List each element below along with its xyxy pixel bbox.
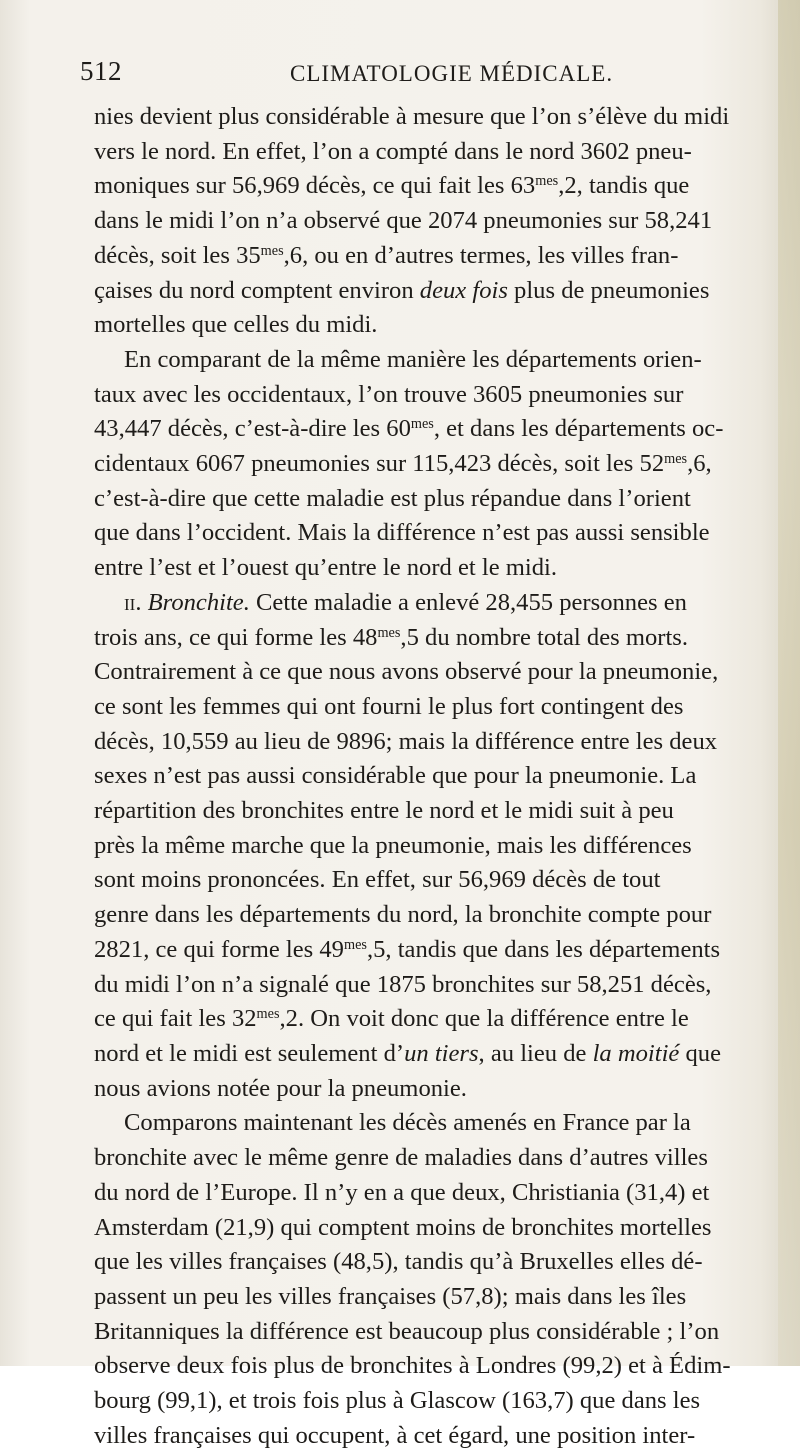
page-edge-shadow	[778, 0, 800, 1366]
text-line: mortelles que celles du midi.	[94, 311, 378, 339]
text-line: vers le nord. En effet, l’on a compté dans le nord 3602 pneu-	[94, 137, 692, 165]
text-line: ii. Bronchite. Cette maladie a enlevé 28,455 personnes en	[124, 588, 687, 616]
text-line: En comparant de la même manière les départements orien-	[124, 345, 702, 373]
text-line: décès, soit les $35^{mes},6$, ou en d’autres termes, les villes fran-	[94, 241, 679, 269]
running-title: CLIMATOLOGIE MÉDICALE.	[290, 61, 614, 86]
section-number: ii.	[124, 588, 142, 616]
page-number: 512	[80, 56, 122, 86]
text-line: Contrairement à ce que nous avons observé pour la pneumonie,	[94, 658, 719, 686]
text-line: trois ans, ce qui forme les $48^{mes},5$ du nombre total des morts.	[94, 623, 688, 651]
text-line: Britanniques la différence est beaucoup plus considérable ; l’on	[94, 1317, 720, 1345]
text-line: villes françaises qui occupent, à cet égard, une position inter-	[94, 1421, 696, 1449]
ordinal-superscript: mes	[377, 624, 401, 641]
text-line: cidentaux 6067 pneumonies sur 115,423 décès, soit les $52^{mes},6$,	[94, 450, 712, 478]
paragraph-european-comparison	[94, 1106, 754, 1453]
emphasis-italic: un tiers	[404, 1039, 479, 1067]
text-line: sont moins prononcées. En effet, sur 56,969 décès de tout	[94, 866, 661, 894]
text-line: du nord de l’Europe. Il n’y en a que deux, Christiania (31,4) et	[94, 1178, 710, 1206]
text-line: observe deux fois plus de bronchites à Londres (99,2) et à Édim-	[94, 1352, 731, 1380]
text-line: passent un peu les villes françaises (57,8); mais dans les îles	[94, 1282, 687, 1310]
paragraph-bronchitis	[94, 586, 754, 1107]
ordinal-superscript: mes	[664, 451, 688, 468]
running-head	[80, 56, 800, 96]
text-line: que dans l’occident. Mais la différence n’est pas aussi sensible	[94, 519, 710, 547]
text-line: du midi l’on n’a signalé que 1875 bronchites sur 58,251 décès,	[94, 970, 712, 998]
text-line: dans le midi l’on n’a observé que 2074 pneumonies sur 58,241	[94, 207, 713, 235]
text-line: genre dans les départements du nord, la bronchite compte pour	[94, 901, 712, 929]
text-line: ce sont les femmes qui ont fourni le plus fort contingent des	[94, 692, 684, 720]
text-line: nord et le midi est seulement d’un tiers, au lieu de la moitié que	[94, 1039, 722, 1067]
paragraph-pneumonia-east-west	[94, 343, 754, 586]
text-line: c’est-à-dire que cette maladie est plus répandue dans l’orient	[94, 484, 691, 512]
text-line: répartition des bronchites entre le nord et le midi suit à peu	[94, 797, 674, 825]
ordinal-superscript: mes	[535, 173, 559, 190]
ordinal-superscript: mes	[343, 937, 367, 954]
text-line: moniques sur 56,969 décès, ce qui fait les $63^{mes},2$, tandis que	[94, 172, 690, 200]
emphasis-italic: deux fois	[419, 276, 508, 304]
body-text	[94, 100, 754, 1453]
ordinal-superscript: mes	[256, 1006, 280, 1023]
text-line: que les villes françaises (48,5), tandis qu’à Bruxelles elles dé-	[94, 1248, 703, 1276]
text-line: entre l’est et l’ouest qu’entre le nord et le midi.	[94, 554, 558, 582]
text-line: nous avions notée pour la pneumonie.	[94, 1074, 467, 1102]
text-line: taux avec les occidentaux, l’on trouve 3605 pneumonies sur	[94, 380, 684, 408]
text-line: près la même marche que la pneumonie, mais les différences	[94, 831, 692, 859]
text-line: bourg (99,1), et trois fois plus à Glascow (163,7) que dans les	[94, 1387, 701, 1415]
text-line: ce qui fait les $32^{mes},2$. On voit donc que la différence entre le	[94, 1005, 689, 1033]
text-line: décès, 10,559 au lieu de 9896; mais la différence entre les deux	[94, 727, 718, 755]
text-line: 43,447 décès, c’est-à-dire les $60^{mes}$, et dans les départements oc-	[94, 415, 724, 443]
ordinal-superscript: mes	[260, 242, 284, 259]
paragraph-pneumonia-north-south	[94, 100, 754, 343]
text-line: bronchite avec le même genre de maladies dans d’autres villes	[94, 1144, 708, 1172]
text-line: Amsterdam (21,9) qui comptent moins de bronchites mortelles	[94, 1213, 712, 1241]
emphasis-italic: la moitié	[592, 1039, 680, 1067]
text-line: çaises du nord comptent environ deux fois plus de pneumonies	[94, 276, 710, 304]
text-line: nies devient plus considérable à mesure que l’on s’élève du midi	[94, 103, 730, 130]
text-line: 2821, ce qui forme les $49^{mes},5$, tandis que dans les départements	[94, 935, 721, 963]
section-heading-bronchite: Bronchite.	[147, 588, 250, 616]
text-line: sexes n’est pas aussi considérable que pour la pneumonie. La	[94, 762, 697, 790]
ordinal-superscript: mes	[410, 416, 434, 433]
text-line: Comparons maintenant les décès amenés en France par la	[124, 1109, 691, 1137]
